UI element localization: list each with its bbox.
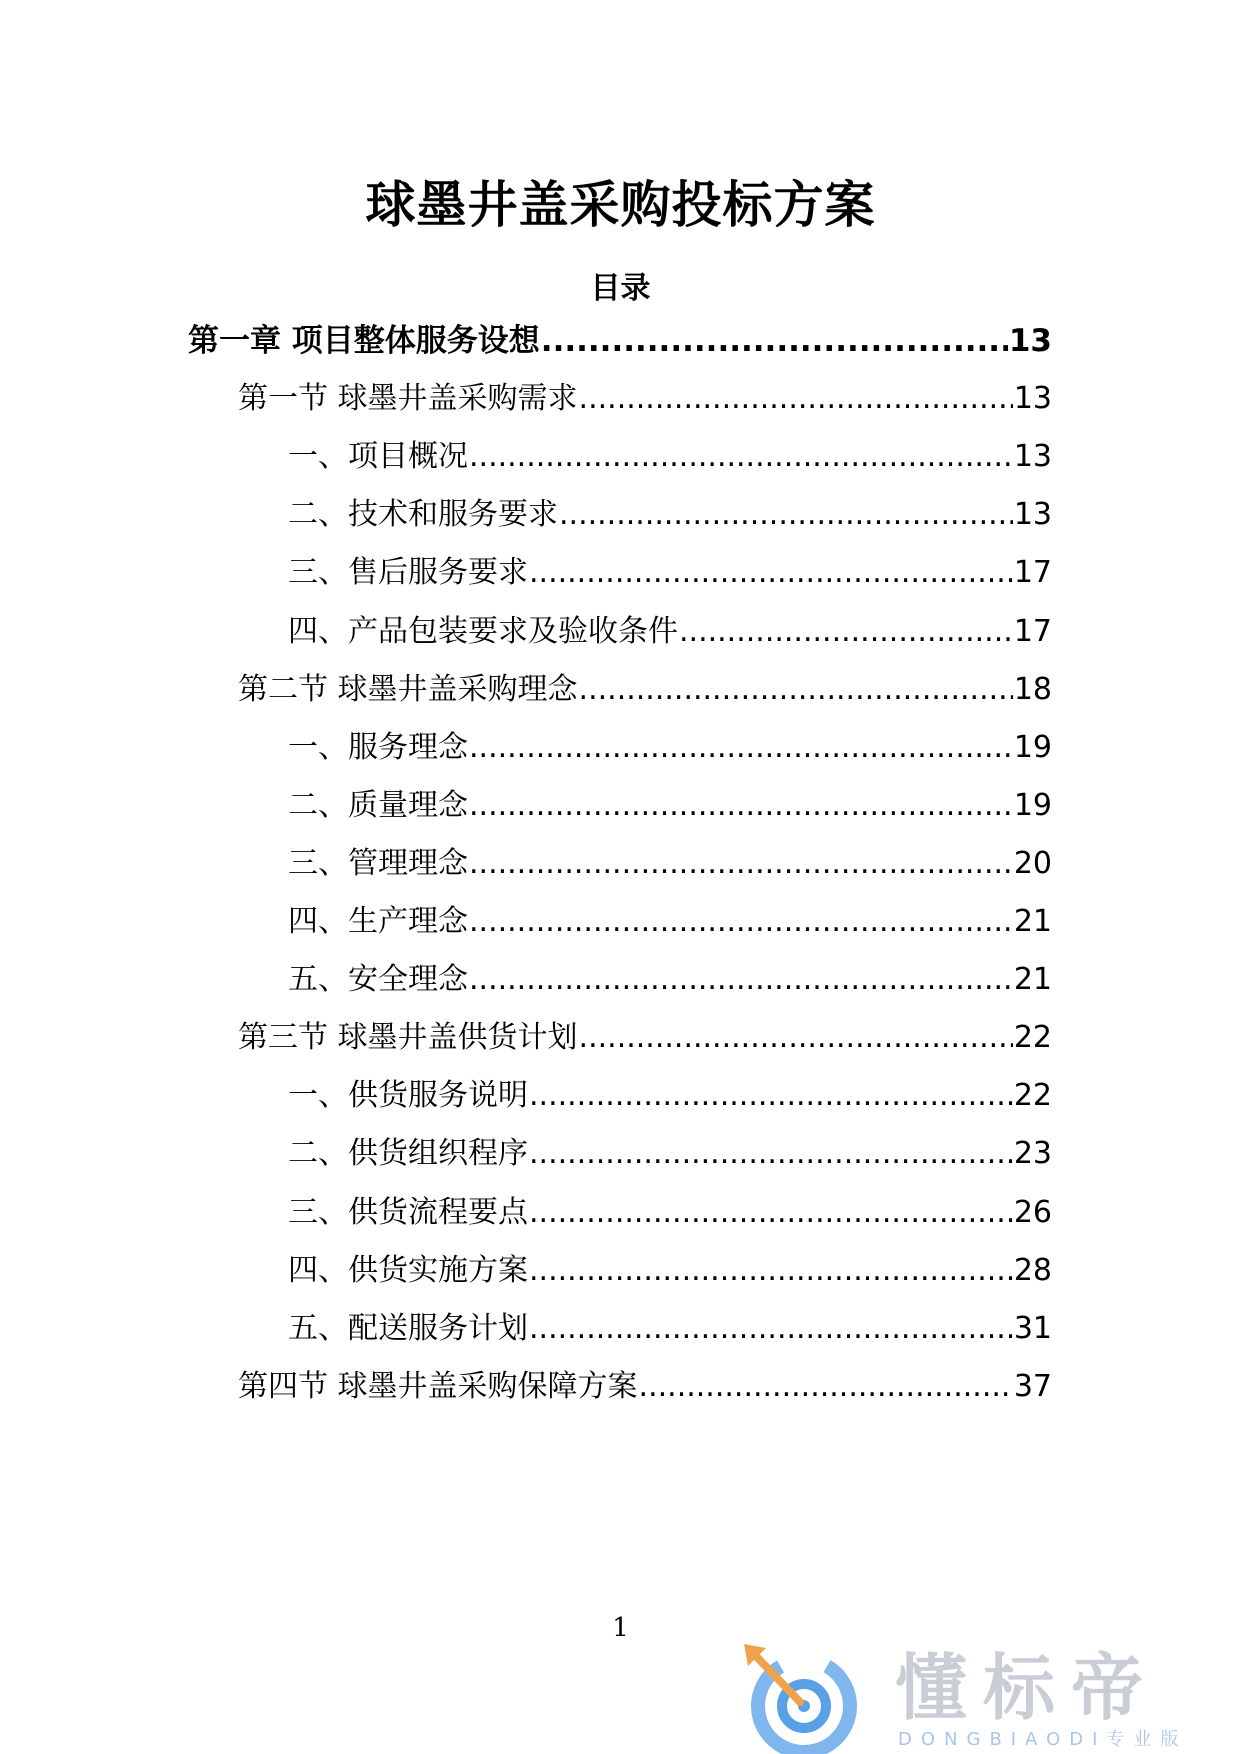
toc-dot-leader xyxy=(469,723,1013,773)
toc-entry[interactable] xyxy=(288,1129,1052,1179)
watermark-brand: 懂标帝 xyxy=(895,1646,1160,1730)
toc-entry-label: 一、项目概况 xyxy=(288,439,468,475)
toc-entry[interactable] xyxy=(288,897,1052,947)
toc-entry-page: 18 xyxy=(1013,671,1052,707)
toc-entry-label: 二、质量理念 xyxy=(288,787,468,823)
toc-entry[interactable] xyxy=(238,374,1052,424)
toc-entry[interactable] xyxy=(288,490,1052,540)
toc-dot-leader xyxy=(529,1129,1013,1179)
toc-entry-label: 第四节 球墨井盖采购保障方案 xyxy=(238,1368,638,1404)
toc-heading: 目录 xyxy=(590,271,651,306)
toc-entry-page: 13 xyxy=(1013,439,1052,475)
toc-entry-page: 28 xyxy=(1013,1252,1052,1288)
toc-dot-leader xyxy=(541,316,1008,366)
toc-entry-page: 20 xyxy=(1013,845,1052,881)
toc-entry[interactable] xyxy=(288,1188,1052,1238)
toc-entry-page: 21 xyxy=(1013,904,1052,939)
toc-dot-leader xyxy=(679,607,1013,657)
toc-dot-leader xyxy=(469,897,1013,947)
toc-entry-label: 三、售后服务要求 xyxy=(288,555,528,591)
toc-dot-leader xyxy=(579,1013,1013,1063)
toc-entry-label: 五、安全理念 xyxy=(288,962,468,998)
toc-entry-label: 三、供货流程要点 xyxy=(288,1194,528,1230)
toc-entry-page: 26 xyxy=(1013,1194,1052,1230)
toc-entry-page: 13 xyxy=(1013,497,1052,533)
toc-dot-leader xyxy=(529,548,1013,598)
document-title: 球墨井盖采购投标方案 xyxy=(365,176,876,234)
toc-entry-page: 37 xyxy=(1013,1368,1052,1404)
toc-dot-leader xyxy=(579,374,1013,424)
toc-dot-leader xyxy=(469,839,1013,889)
toc-dot-leader xyxy=(639,1362,1013,1412)
target-arrow-icon xyxy=(740,1640,860,1754)
toc-entry[interactable] xyxy=(288,1071,1052,1121)
toc-entry-label: 四、供货实施方案 xyxy=(288,1252,528,1288)
watermark xyxy=(740,1640,1241,1754)
toc-entry[interactable] xyxy=(288,1304,1052,1354)
toc-entry-page: 31 xyxy=(1013,1310,1052,1346)
toc-entry[interactable] xyxy=(288,607,1052,657)
toc-dot-leader xyxy=(559,490,1013,540)
toc-dot-leader xyxy=(529,1188,1013,1238)
toc-entry-label: 四、产品包装要求及验收条件 xyxy=(288,613,678,649)
toc-entry-page: 22 xyxy=(1013,1078,1052,1114)
toc-dot-leader xyxy=(469,432,1013,482)
toc-entry[interactable] xyxy=(288,781,1052,831)
toc-entry[interactable] xyxy=(288,1246,1052,1296)
toc-entry[interactable] xyxy=(238,665,1052,715)
watermark-subtitle: DONGBIAODI专业版 xyxy=(898,1729,1188,1750)
toc-dot-leader xyxy=(529,1246,1013,1296)
toc-entry-label: 第一章 项目整体服务设想 xyxy=(188,323,540,359)
toc-entry[interactable] xyxy=(238,1362,1052,1412)
toc-dot-leader xyxy=(529,1304,1013,1354)
toc-dot-leader xyxy=(469,781,1013,831)
toc-entry-label: 三、管理理念 xyxy=(288,845,468,881)
toc-entry-page: 22 xyxy=(1013,1020,1052,1056)
toc-entry[interactable] xyxy=(288,548,1052,598)
toc-dot-leader xyxy=(529,1071,1013,1121)
toc-entry-label: 第一节 球墨井盖采购需求 xyxy=(238,381,578,417)
toc-entry[interactable] xyxy=(288,432,1052,482)
toc-entry-page: 21 xyxy=(1013,962,1052,998)
toc-entry-label: 四、生产理念 xyxy=(288,904,468,939)
toc-entry-label: 二、技术和服务要求 xyxy=(288,497,558,533)
toc-dot-leader xyxy=(469,955,1013,1005)
toc-entry[interactable] xyxy=(188,316,1052,366)
toc-entry-label: 第三节 球墨井盖供货计划 xyxy=(238,1020,578,1056)
toc-entry-label: 一、服务理念 xyxy=(288,729,468,765)
toc-entry-label: 五、配送服务计划 xyxy=(288,1310,528,1346)
toc-entry-page: 23 xyxy=(1013,1136,1052,1172)
toc-entry[interactable] xyxy=(288,839,1052,889)
toc-entry-page: 19 xyxy=(1013,729,1052,765)
toc-entry[interactable] xyxy=(288,955,1052,1005)
toc-entry[interactable] xyxy=(238,1013,1052,1063)
toc-entry-label: 二、供货组织程序 xyxy=(288,1136,528,1172)
toc-entry-page: 13 xyxy=(1008,323,1052,359)
toc-entry-page: 17 xyxy=(1013,555,1052,591)
toc-entry[interactable] xyxy=(288,723,1052,773)
toc-dot-leader xyxy=(579,665,1013,715)
toc-entry-label: 一、供货服务说明 xyxy=(288,1078,528,1114)
toc-entry-page: 13 xyxy=(1013,381,1052,417)
toc-entry-page: 19 xyxy=(1013,787,1052,823)
toc-entry-page: 17 xyxy=(1013,613,1052,649)
toc-entry-label: 第二节 球墨井盖采购理念 xyxy=(238,671,578,707)
page-number: 1 xyxy=(612,1613,629,1643)
